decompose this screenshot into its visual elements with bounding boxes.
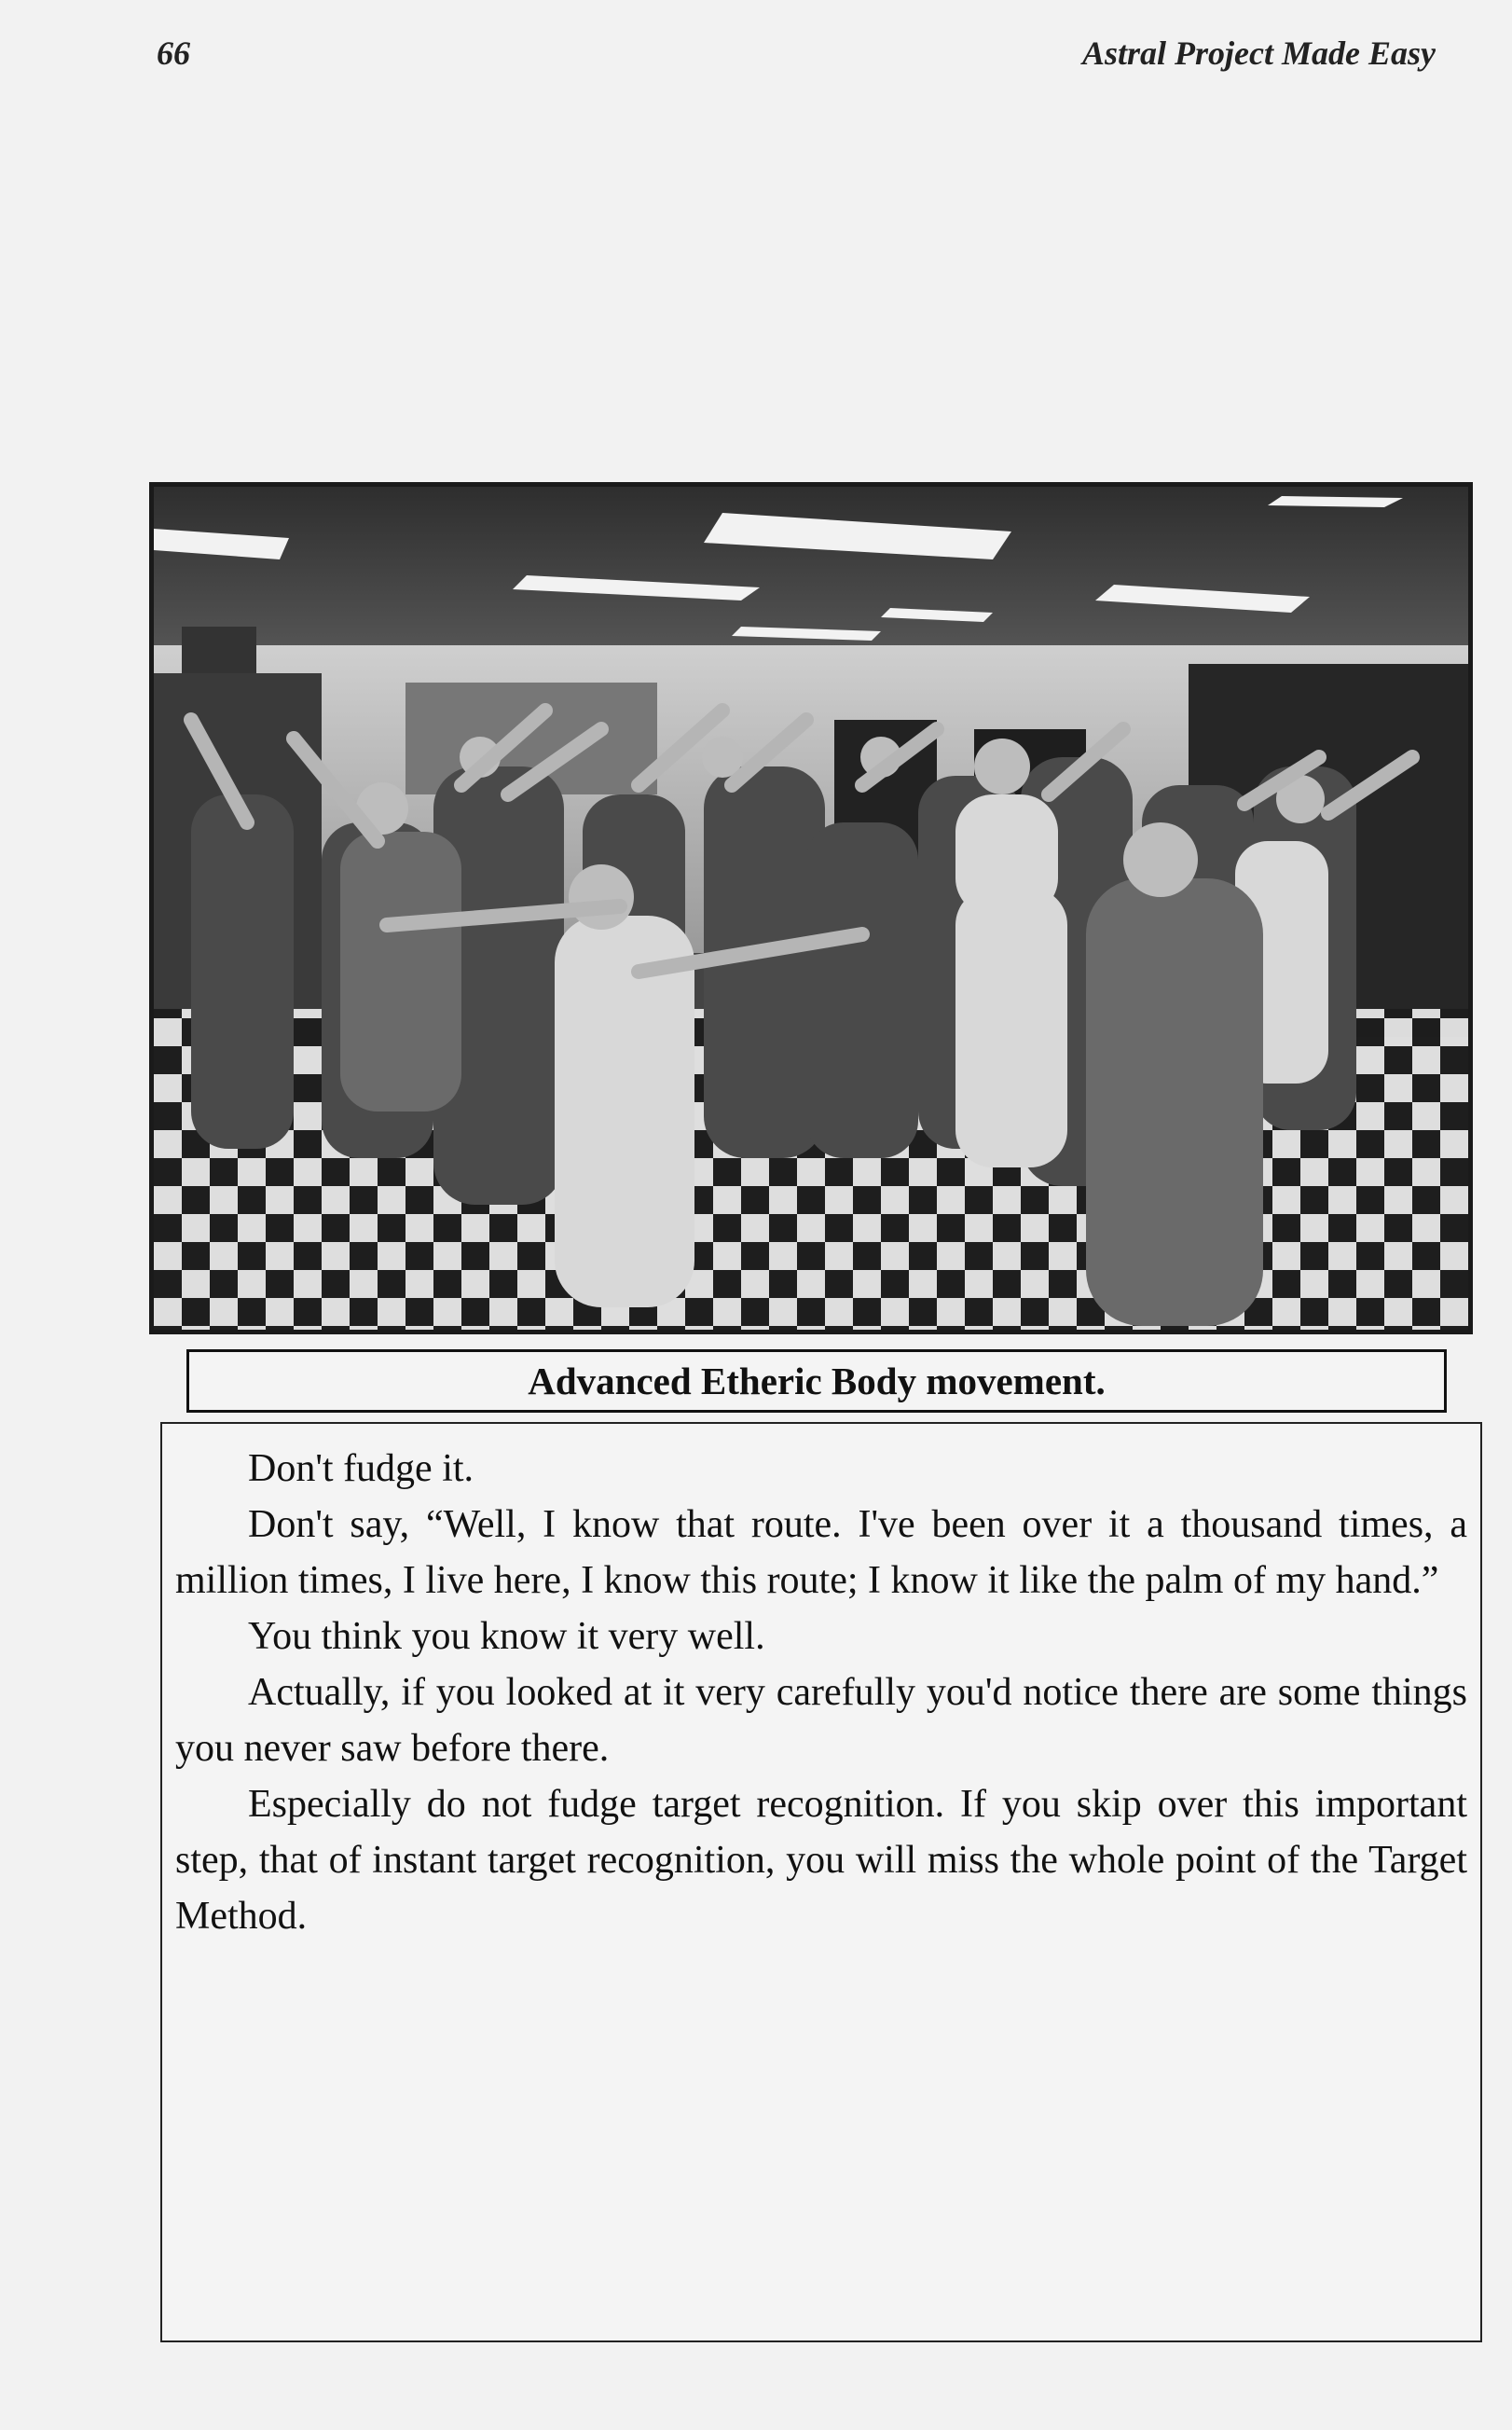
- body-text-box: [160, 1422, 1482, 2342]
- paragraph: You think you know it very well.: [248, 1615, 765, 1658]
- paragraph: Don't fudge it.: [248, 1447, 474, 1490]
- page-number: 66: [157, 35, 190, 72]
- paragraph: Especially do not fudge target recognition. If you skip over this important step, that of instant target recognition, you will miss the whole point of the Target Method.: [175, 1783, 1467, 1938]
- paragraph: Don't say, “Well, I know that route. I've been over it a thousand times, a million times, I live here, I know this route; I know it like the palm of my hand.”: [175, 1503, 1467, 1602]
- figure-caption: Advanced Etheric Body movement.: [186, 1349, 1447, 1413]
- paragraph: Actually, if you looked at it very carefully you'd notice there are some things you never saw before there.: [175, 1671, 1467, 1770]
- running-head: Astral Project Made Easy: [1082, 35, 1436, 72]
- figure-photo: [149, 482, 1473, 1334]
- photo-class-movement: [154, 487, 1468, 1330]
